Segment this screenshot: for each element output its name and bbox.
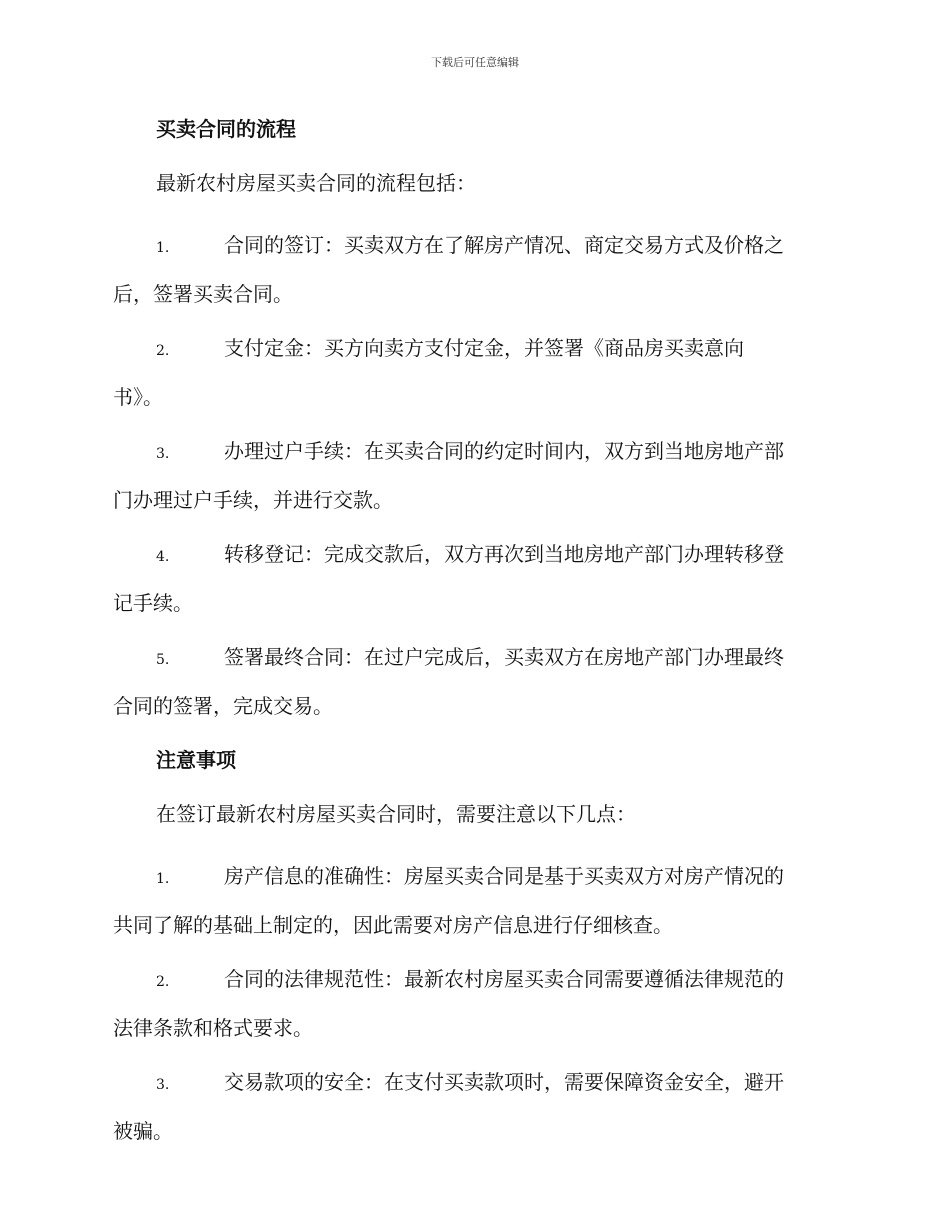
list-item-text-continued: 法律条款和格式要求。 (113, 1016, 313, 1040)
list-item-text-continued: 合同的签署，完成交易。 (113, 694, 333, 718)
list-item (113, 428, 835, 523)
list-item-number: 1. (156, 240, 170, 256)
list-item-text: 房产信息的准确性：房屋买卖合同是基于买卖双方对房产情况的 (224, 864, 784, 888)
list-item-number: 2. (156, 974, 170, 990)
list-item-text: 合同的法律规范性：最新农村房屋买卖合同需要遵循法律规范的 (224, 967, 784, 991)
list-item (113, 853, 835, 948)
list-item-text-continued: 被骗。 (113, 1119, 173, 1143)
list-item-number: 2. (156, 343, 170, 359)
list-item-number: 1. (156, 871, 170, 887)
list-item (113, 956, 835, 1051)
document-body (113, 112, 835, 1162)
list-item-text-continued: 共同了解的基础上制定的，因此需要对房产信息进行仔细核查。 (113, 913, 673, 937)
section-intro-process: 最新农村房屋买卖合同的流程包括： (156, 171, 476, 195)
list-item-number: 3. (156, 446, 170, 462)
list-item (113, 634, 835, 729)
list-item-text-continued: 书》。 (113, 385, 163, 409)
list-item-number: 3. (156, 1077, 170, 1093)
list-item-number: 4. (156, 549, 170, 565)
list-item-text: 签署最终合同：在过户完成后，买卖双方在房地产部门办理最终 (224, 645, 784, 669)
list-item-number: 5. (156, 652, 170, 668)
list-item (113, 531, 835, 626)
list-item (113, 325, 835, 420)
list-item-text: 支付定金：买方向卖方支付定金，并签署《商品房买卖意向 (224, 336, 744, 360)
header-note: 下载后可任意编辑 (431, 56, 519, 69)
list-item-text: 转移登记：完成交款后，双方再次到当地房地产部门办理转移登 (224, 542, 784, 566)
list-item (113, 1059, 835, 1154)
list-item-text: 办理过户手续：在买卖合同的约定时间内，双方到当地房地产部 (224, 439, 784, 463)
section-heading-process: 买卖合同的流程 (156, 117, 296, 141)
section-intro-notes: 在签订最新农村房屋买卖合同时，需要注意以下几点： (156, 802, 636, 826)
list-item (113, 222, 835, 317)
list-item-text-continued: 门办理过户手续，并进行交款。 (113, 488, 393, 512)
list-item-text: 合同的签订：买卖双方在了解房产情况、商定交易方式及价格之 (224, 233, 784, 257)
list-item-text-continued: 记手续。 (113, 591, 193, 615)
list-item-text-continued: 后，签署买卖合同。 (113, 282, 293, 306)
list-item-text: 交易款项的安全：在支付买卖款项时，需要保障资金安全，避开 (224, 1070, 784, 1094)
section-heading-notes: 注意事项 (156, 748, 236, 772)
